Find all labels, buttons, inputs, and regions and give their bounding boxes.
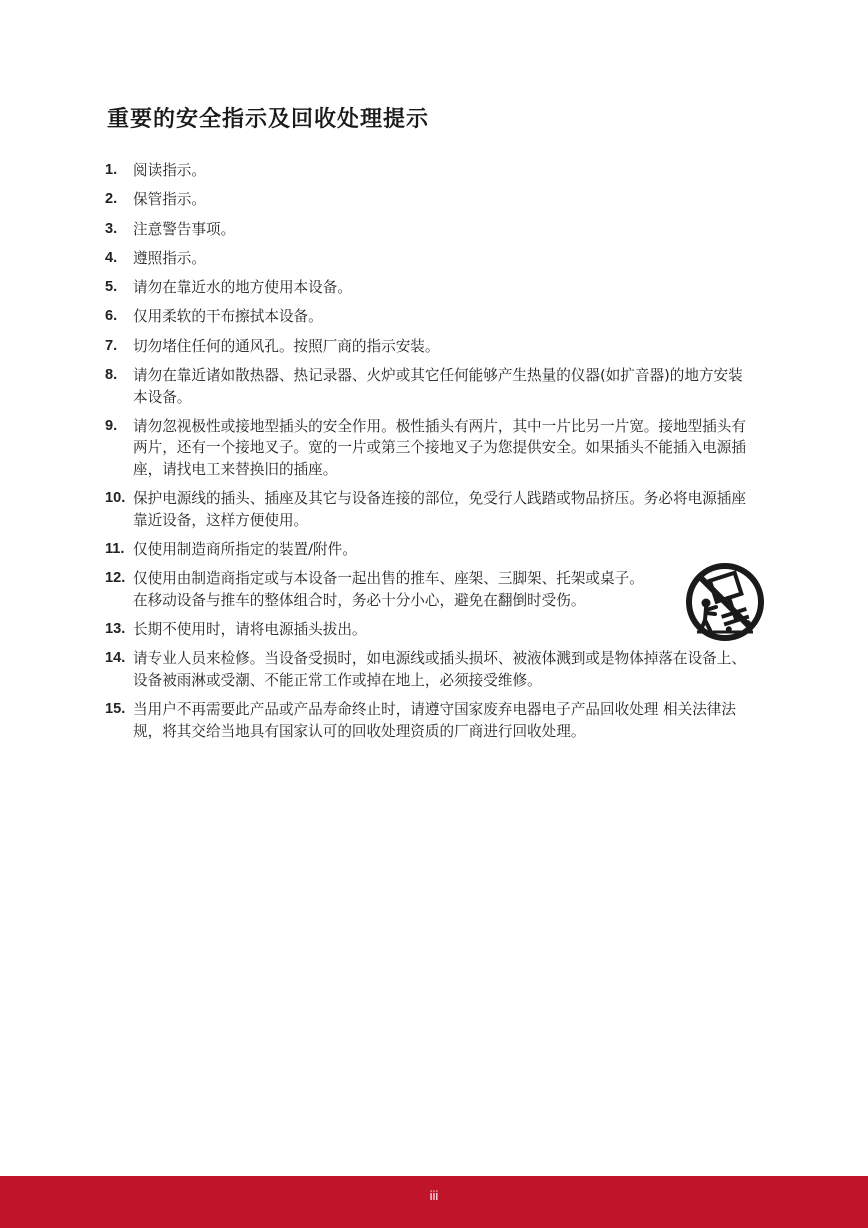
instruction-item-5 — [105, 277, 755, 299]
item-text: 保护电源线的插头、插座及其它与设备连接的部位，免受行人践踏或物品挤压。务必将电源插座靠近设备，这样方便使用。 — [133, 490, 746, 529]
item-text: 保管指示。 — [133, 191, 206, 209]
item-number: 14. — [105, 650, 126, 667]
item-number: 10. — [105, 490, 126, 507]
item-text: 请勿忽视极性或接地型插头的安全作用。极性插头有两片，其中一片比另一片宽。接地型插头有两片，还有一个接地叉子。宽的一片或第三个接地叉子为您提供安全。如果插头不能插入电源插座，请找电工来替换旧的插座。 — [133, 417, 746, 478]
page-number: iii — [429, 1188, 439, 1203]
safety-instruction-list — [105, 160, 755, 750]
item-number: 2. — [105, 191, 118, 208]
item-number: 3. — [105, 220, 118, 237]
item-number: 4. — [105, 249, 118, 266]
instruction-item-1 — [105, 160, 755, 182]
instruction-item-4 — [105, 248, 755, 270]
item-number: 5. — [105, 279, 118, 296]
item-text: 请专业人员来检修。当设备受损时，如电源线或插头损坏、被液体溅到或是物体掉落在设备上、设备被雨淋或受潮、不能正常工作或掉在地上，必须接受维修。 — [133, 650, 746, 689]
item-text: 切勿堵住任何的通风孔。按照厂商的指示安装。 — [133, 337, 440, 355]
item-number: 15. — [105, 701, 126, 718]
item-number: 11. — [105, 540, 125, 557]
item-text: 长期不使用时，请将电源插头拔出。 — [133, 621, 367, 639]
item-text: 遵照指示。 — [133, 249, 206, 267]
instruction-item-6 — [105, 306, 755, 328]
item-text: 阅读指示。 — [133, 162, 206, 179]
item-text: 仅使用制造商所指定的装置/附件。 — [133, 540, 357, 558]
instruction-item-12 — [105, 568, 755, 611]
page-title: 重要的安全指示及回收处理提示 — [107, 107, 430, 132]
item-text: 当用户不再需要此产品或产品寿命终止时，请遵守国家废弃电器电子产品回收处理 相关法律法规，将其交给当地具有国家认可的回收处理资质的厂商进行回收处理。 — [133, 701, 736, 740]
instruction-item-13 — [105, 619, 755, 641]
item-number: 1. — [105, 162, 118, 178]
item-number: 9. — [105, 417, 118, 434]
item-number: 7. — [105, 337, 118, 354]
item-number: 8. — [105, 367, 118, 384]
item-text: 仅使用由制造商指定或与本设备一起出售的推车、座架、三脚架、托架或桌子。在移动设备与推车的整体组合时，务必十分小心，避免在翻倒时受伤。 — [133, 570, 644, 609]
instruction-item-14 — [105, 648, 755, 691]
instruction-item-11 — [105, 539, 755, 561]
instruction-item-15 — [105, 699, 755, 742]
item-text: 仅用柔软的干布擦拭本设备。 — [133, 308, 323, 326]
instruction-item-8 — [105, 365, 755, 408]
instruction-item-9 — [105, 416, 755, 481]
item-number: 6. — [105, 308, 118, 325]
cart-tip-over-warning-icon — [685, 562, 765, 642]
instruction-item-10 — [105, 488, 755, 531]
instruction-item-7 — [105, 336, 755, 358]
instruction-item-2 — [105, 189, 755, 211]
item-number: 12. — [105, 570, 126, 587]
item-text: 请勿在靠近水的地方使用本设备。 — [133, 279, 352, 297]
item-text: 请勿在靠近诸如散热器、热记录器、火炉或其它任何能够产生热量的仪器(如扩音器)的地方安装本设备。 — [133, 367, 743, 406]
item-text: 注意警告事项。 — [133, 220, 236, 238]
instruction-item-3 — [105, 219, 755, 241]
item-number: 13. — [105, 621, 126, 638]
